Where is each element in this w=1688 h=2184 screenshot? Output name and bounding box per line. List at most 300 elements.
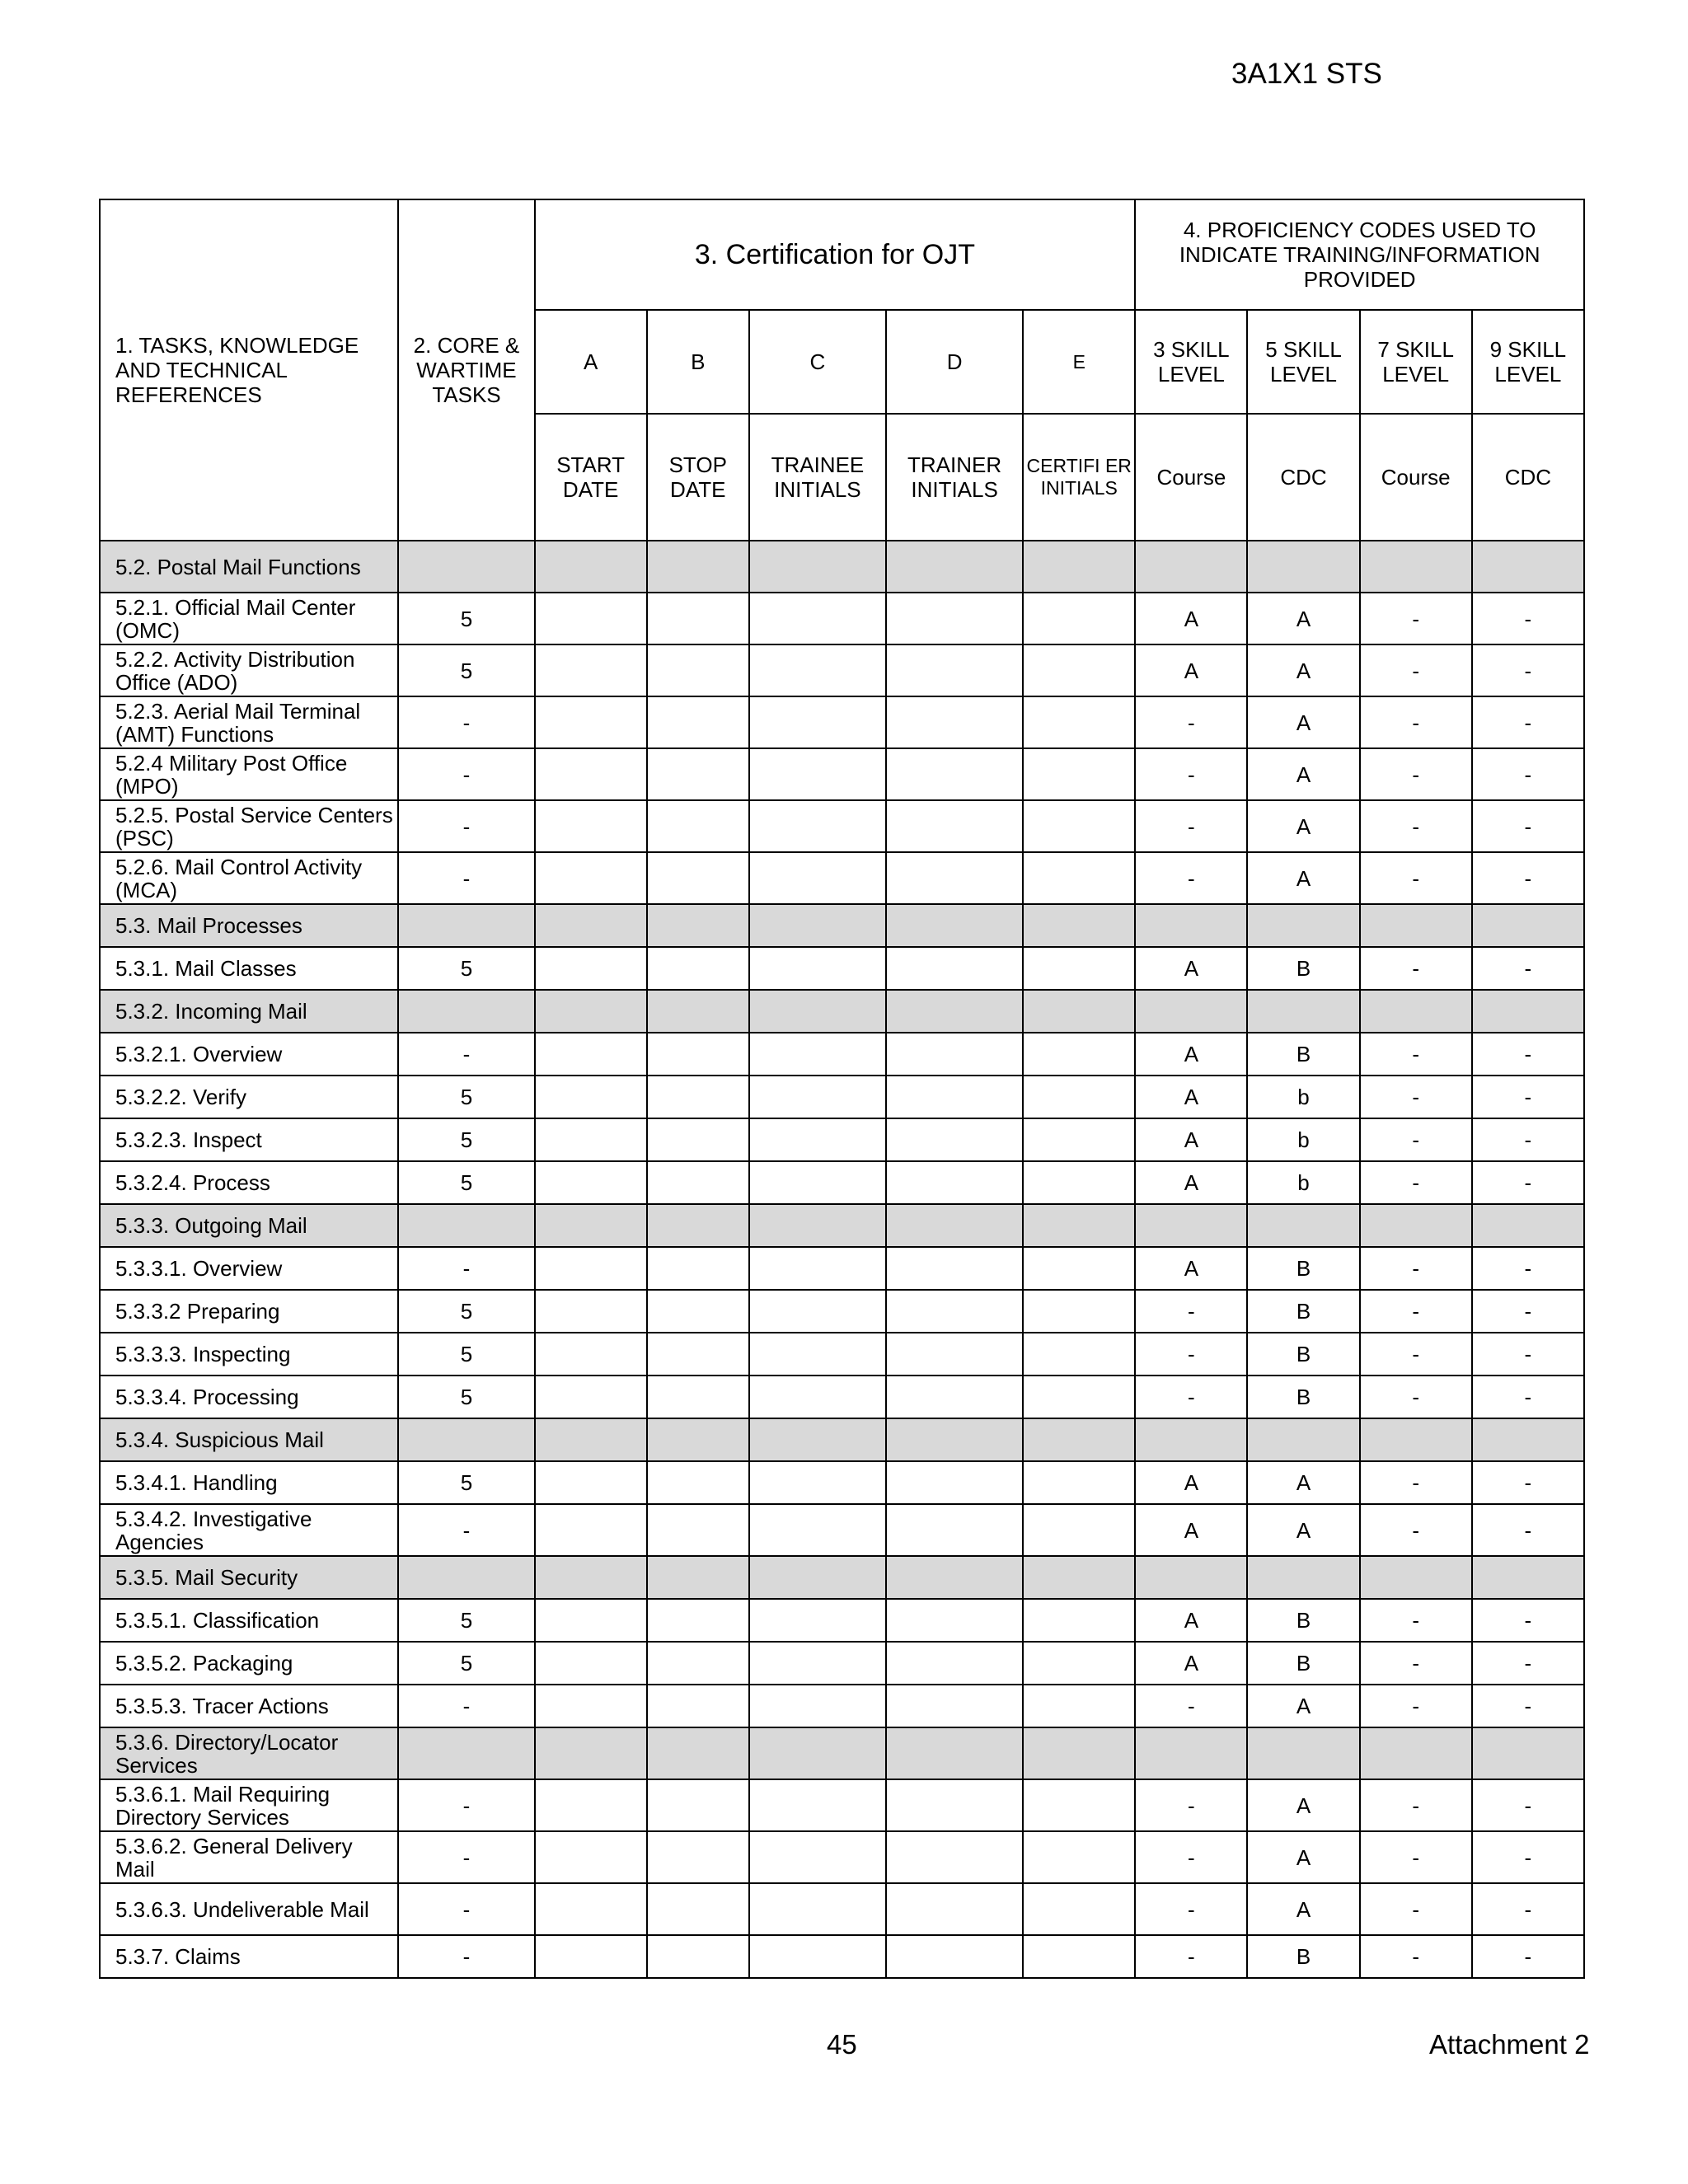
skill-5-cell: b — [1247, 1161, 1359, 1204]
skill-9-cell: - — [1472, 1779, 1584, 1831]
cert-certifier-cell — [1023, 1831, 1135, 1883]
skill-3-cell — [1135, 541, 1247, 593]
table-row — [100, 1935, 1584, 1978]
skill-5-cell: B — [1247, 947, 1359, 990]
cert-stop-cell — [647, 1727, 749, 1779]
section-row — [100, 541, 1584, 593]
skill-9-cell — [1472, 1727, 1584, 1779]
cert-certifier-cell — [1023, 1461, 1135, 1504]
cert-certifier-cell — [1023, 1033, 1135, 1076]
task: 5.3.5. Mail Security — [100, 1556, 398, 1599]
cert-certifier-cell — [1023, 1599, 1135, 1642]
task: 5.3.5.2. Packaging — [100, 1642, 398, 1685]
skill-9-cell: - — [1472, 1118, 1584, 1161]
cert-trainer-cell — [886, 1727, 1023, 1779]
cert-start-cell — [535, 593, 647, 644]
core-cell — [398, 541, 534, 593]
cert-start-cell — [535, 852, 647, 904]
core-cell: - — [398, 696, 534, 748]
skill-7-cell: - — [1360, 1247, 1472, 1290]
skill-level-5: 5 SKILL LEVEL — [1247, 310, 1359, 414]
cert-certifier-cell — [1023, 696, 1135, 748]
core-cell: - — [398, 800, 534, 852]
skill-9-cell: - — [1472, 644, 1584, 696]
cert-trainee-cell — [749, 1333, 886, 1376]
skill-9-cell: - — [1472, 1642, 1584, 1685]
skill-5-cell: B — [1247, 1290, 1359, 1333]
skill-3-cell — [1135, 990, 1247, 1033]
cert-stop-cell — [647, 1556, 749, 1599]
task: 5.3.2.4. Process — [100, 1161, 398, 1204]
cert-start-cell — [535, 1727, 647, 1779]
cert-stop-cell — [647, 990, 749, 1033]
cert-start-cell — [535, 1504, 647, 1556]
cert-certifier-cell — [1023, 1727, 1135, 1779]
cert-trainer-cell — [886, 748, 1023, 800]
skill-3-cell: A — [1135, 1033, 1247, 1076]
core-cell: - — [398, 852, 534, 904]
section-row — [100, 904, 1584, 947]
table-row — [100, 1076, 1584, 1118]
cert-stop-cell — [647, 1290, 749, 1333]
cert-trainer-cell — [886, 1642, 1023, 1685]
cert-certifier-cell — [1023, 1247, 1135, 1290]
skill-9-cell: - — [1472, 1333, 1584, 1376]
skill-5-cell — [1247, 1727, 1359, 1779]
table-row — [100, 1376, 1584, 1418]
skill-9-cell: - — [1472, 1599, 1584, 1642]
task: 5.3.6.2. General Delivery Mail — [100, 1831, 398, 1883]
core-cell — [398, 1418, 534, 1461]
task: 5.2.3. Aerial Mail Terminal (AMT) Functions — [100, 696, 398, 748]
section-row — [100, 1556, 1584, 1599]
cert-start-cell — [535, 1376, 647, 1418]
core-cell: 5 — [398, 1076, 534, 1118]
skill-7-cell: - — [1360, 1779, 1472, 1831]
core-cell: 5 — [398, 1333, 534, 1376]
skill-3-cell: A — [1135, 1599, 1247, 1642]
skill-5-cell: b — [1247, 1076, 1359, 1118]
skill-3-cell: - — [1135, 1376, 1247, 1418]
cert-trainer-cell — [886, 1118, 1023, 1161]
cert-stop-cell — [647, 1779, 749, 1831]
cert-stop-cell — [647, 1642, 749, 1685]
core-cell: - — [398, 1779, 534, 1831]
cert-certifier-cell — [1023, 1685, 1135, 1727]
skill-7-cell: - — [1360, 1033, 1472, 1076]
core-cell: 5 — [398, 1290, 534, 1333]
cert-trainee-cell — [749, 1642, 886, 1685]
cert-certifier-cell — [1023, 1883, 1135, 1935]
skill-9-cell: - — [1472, 593, 1584, 644]
skill-5-cell — [1247, 1418, 1359, 1461]
cert-trainee-cell — [749, 852, 886, 904]
cert-stop-cell — [647, 1333, 749, 1376]
skill-7-cell: - — [1360, 1642, 1472, 1685]
table-row — [100, 644, 1584, 696]
skill-3-cell: A — [1135, 1118, 1247, 1161]
cert-trainer-cell — [886, 852, 1023, 904]
skill-7-cell: - — [1360, 1118, 1472, 1161]
table-row — [100, 947, 1584, 990]
core-cell: 5 — [398, 1642, 534, 1685]
task: 5.3.6.1. Mail Requiring Directory Services — [100, 1779, 398, 1831]
core-cell: - — [398, 1033, 534, 1076]
cert-trainer-cell — [886, 1461, 1023, 1504]
skill-3-cell: - — [1135, 1883, 1247, 1935]
cert-start-cell — [535, 990, 647, 1033]
cert-start-cell — [535, 1161, 647, 1204]
cert-stop-cell — [647, 1376, 749, 1418]
skill-7-cell: - — [1360, 852, 1472, 904]
cert-stop-cell — [647, 1461, 749, 1504]
task: 5.3.4. Suspicious Mail — [100, 1418, 398, 1461]
skill-5-cell: A — [1247, 852, 1359, 904]
cert-trainer-cell — [886, 1935, 1023, 1978]
cert-certifier-cell — [1023, 1204, 1135, 1247]
cert-trainee-cell — [749, 1883, 886, 1935]
skill-9-cell: - — [1472, 852, 1584, 904]
cert-certifier-cell — [1023, 1333, 1135, 1376]
core-cell: 5 — [398, 593, 534, 644]
cert-start-cell — [535, 1685, 647, 1727]
cert-stop-cell — [647, 904, 749, 947]
cert-trainer-cell — [886, 1599, 1023, 1642]
skill-9-cell: - — [1472, 1290, 1584, 1333]
cert-stop-cell — [647, 852, 749, 904]
task: 5.3.3.3. Inspecting — [100, 1333, 398, 1376]
skill-level-9: 9 SKILL LEVEL — [1472, 310, 1584, 414]
cert-trainee-cell — [749, 1418, 886, 1461]
cert-stop-cell — [647, 1504, 749, 1556]
cert-trainer-cell — [886, 1418, 1023, 1461]
cert-trainer-cell — [886, 1685, 1023, 1727]
task: 5.3.3.2 Preparing — [100, 1290, 398, 1333]
skill-7-cell: - — [1360, 1504, 1472, 1556]
cert-trainer-cell — [886, 990, 1023, 1033]
cert-trainee-cell — [749, 1556, 886, 1599]
cert-trainee-cell — [749, 1118, 886, 1161]
skill-5-cell — [1247, 904, 1359, 947]
skill-9-cell: - — [1472, 696, 1584, 748]
task: 5.3.7. Claims — [100, 1935, 398, 1978]
skill-7-cell: - — [1360, 800, 1472, 852]
cert-start-cell — [535, 1461, 647, 1504]
cert-trainer-initials: TRAINER INITIALS — [886, 414, 1023, 541]
cert-stop-cell — [647, 1161, 749, 1204]
skill-3-cell — [1135, 1204, 1247, 1247]
skill-3-cell — [1135, 1418, 1247, 1461]
cert-start-cell — [535, 1076, 647, 1118]
skill-7-cell — [1360, 904, 1472, 947]
skill-7-cell: - — [1360, 1935, 1472, 1978]
cert-trainer-cell — [886, 644, 1023, 696]
cert-trainee-cell — [749, 1935, 886, 1978]
skill-9-cell — [1472, 904, 1584, 947]
task: 5.3.5.1. Classification — [100, 1599, 398, 1642]
skill-3-course: Course — [1135, 414, 1247, 541]
task: 5.2.5. Postal Service Centers (PSC) — [100, 800, 398, 852]
cert-trainer-cell — [886, 1161, 1023, 1204]
cert-trainee-cell — [749, 947, 886, 990]
cert-certifier-cell — [1023, 748, 1135, 800]
core-cell — [398, 1556, 534, 1599]
skill-3-cell: - — [1135, 1290, 1247, 1333]
skill-9-cell: - — [1472, 947, 1584, 990]
header-certification: 3. Certification for OJT — [535, 199, 1136, 310]
table-row — [100, 593, 1584, 644]
cert-start-cell — [535, 800, 647, 852]
cert-start-cell — [535, 1556, 647, 1599]
skill-5-cell: B — [1247, 1642, 1359, 1685]
core-cell — [398, 1727, 534, 1779]
cert-start-cell — [535, 1290, 647, 1333]
cert-certifier-cell — [1023, 1504, 1135, 1556]
skill-7-cell: - — [1360, 1076, 1472, 1118]
cert-letter-e: E — [1023, 310, 1135, 414]
task: 5.3.5.3. Tracer Actions — [100, 1685, 398, 1727]
cert-letter-c: C — [749, 310, 886, 414]
task: 5.3.4.2. Investigative Agencies — [100, 1504, 398, 1556]
skill-7-cell: - — [1360, 696, 1472, 748]
table-row — [100, 1461, 1584, 1504]
skill-9-cell — [1472, 1556, 1584, 1599]
cert-trainee-cell — [749, 1076, 886, 1118]
skill-5-cell: b — [1247, 1118, 1359, 1161]
cert-stop-cell — [647, 541, 749, 593]
table-row — [100, 1333, 1584, 1376]
core-cell: - — [398, 1685, 534, 1727]
cert-trainee-cell — [749, 696, 886, 748]
skill-3-cell — [1135, 1556, 1247, 1599]
skill-3-cell: A — [1135, 1461, 1247, 1504]
cert-start-cell — [535, 1935, 647, 1978]
cert-trainer-cell — [886, 1204, 1023, 1247]
skill-9-cell: - — [1472, 1161, 1584, 1204]
skill-3-cell: - — [1135, 696, 1247, 748]
cert-trainee-cell — [749, 1779, 886, 1831]
skill-7-course: Course — [1360, 414, 1472, 541]
cert-stop-cell — [647, 1076, 749, 1118]
cert-trainer-cell — [886, 800, 1023, 852]
cert-start-cell — [535, 1247, 647, 1290]
cert-trainee-initials: TRAINEE INITIALS — [749, 414, 886, 541]
cert-stop-cell — [647, 1685, 749, 1727]
skill-5-cell — [1247, 1556, 1359, 1599]
skill-7-cell: - — [1360, 593, 1472, 644]
core-cell — [398, 1204, 534, 1247]
skill-5-cell: B — [1247, 1376, 1359, 1418]
cert-trainer-cell — [886, 1033, 1023, 1076]
cert-trainee-cell — [749, 644, 886, 696]
skill-5-cell: A — [1247, 1779, 1359, 1831]
cert-start-date: START DATE — [535, 414, 647, 541]
task: 5.3. Mail Processes — [100, 904, 398, 947]
table-row — [100, 748, 1584, 800]
skill-3-cell: - — [1135, 852, 1247, 904]
cert-stop-cell — [647, 748, 749, 800]
core-cell: 5 — [398, 1118, 534, 1161]
skill-3-cell: A — [1135, 593, 1247, 644]
cert-start-cell — [535, 644, 647, 696]
cert-trainee-cell — [749, 1033, 886, 1076]
cert-trainer-cell — [886, 904, 1023, 947]
core-cell: - — [398, 1831, 534, 1883]
table-row — [100, 1831, 1584, 1883]
table-row — [100, 1779, 1584, 1831]
cert-stop-cell — [647, 947, 749, 990]
cert-start-cell — [535, 696, 647, 748]
cert-stop-cell — [647, 644, 749, 696]
skill-7-cell — [1360, 1204, 1472, 1247]
task: 5.3.2. Incoming Mail — [100, 990, 398, 1033]
skill-5-cell: A — [1247, 1685, 1359, 1727]
task: 5.2.1. Official Mail Center (OMC) — [100, 593, 398, 644]
cert-trainee-cell — [749, 990, 886, 1033]
skill-9-cell: - — [1472, 1461, 1584, 1504]
cert-start-cell — [535, 1599, 647, 1642]
cert-trainer-cell — [886, 1883, 1023, 1935]
cert-stop-cell — [647, 800, 749, 852]
core-cell: - — [398, 1935, 534, 1978]
skill-7-cell: - — [1360, 1376, 1472, 1418]
skill-7-cell: - — [1360, 748, 1472, 800]
cert-trainer-cell — [886, 1247, 1023, 1290]
skill-5-cell: A — [1247, 593, 1359, 644]
cert-stop-cell — [647, 1247, 749, 1290]
skill-5-cdc: CDC — [1247, 414, 1359, 541]
skill-level-3: 3 SKILL LEVEL — [1135, 310, 1247, 414]
cert-certifier-cell — [1023, 1118, 1135, 1161]
cert-certifier-cell — [1023, 852, 1135, 904]
cert-trainee-cell — [749, 748, 886, 800]
skill-5-cell: A — [1247, 644, 1359, 696]
skill-3-cell: A — [1135, 644, 1247, 696]
skill-3-cell: - — [1135, 1779, 1247, 1831]
skill-5-cell: A — [1247, 1883, 1359, 1935]
cert-trainer-cell — [886, 1376, 1023, 1418]
section-row — [100, 1204, 1584, 1247]
table-row — [100, 800, 1584, 852]
task: 5.3.3.4. Processing — [100, 1376, 398, 1418]
skill-3-cell: - — [1135, 748, 1247, 800]
skill-7-cell: - — [1360, 947, 1472, 990]
skill-7-cell — [1360, 1418, 1472, 1461]
core-cell: - — [398, 1247, 534, 1290]
skill-3-cell — [1135, 904, 1247, 947]
cert-stop-cell — [647, 1831, 749, 1883]
skill-9-cell — [1472, 990, 1584, 1033]
skill-level-7: 7 SKILL LEVEL — [1360, 310, 1472, 414]
cert-trainee-cell — [749, 593, 886, 644]
skill-5-cell: A — [1247, 748, 1359, 800]
cert-trainer-cell — [886, 1779, 1023, 1831]
section-row — [100, 1418, 1584, 1461]
cert-trainer-cell — [886, 1504, 1023, 1556]
cert-certifier-initials: CERTIFI ER INITIALS — [1023, 414, 1135, 541]
cert-start-cell — [535, 1883, 647, 1935]
skill-7-cell: - — [1360, 1883, 1472, 1935]
cert-certifier-cell — [1023, 1779, 1135, 1831]
task: 5.3.3. Outgoing Mail — [100, 1204, 398, 1247]
table-row — [100, 1883, 1584, 1935]
cert-trainee-cell — [749, 1599, 886, 1642]
skill-7-cell — [1360, 541, 1472, 593]
cert-start-cell — [535, 1118, 647, 1161]
attachment-label: Attachment 2 — [1429, 2029, 1590, 2060]
cert-start-cell — [535, 1333, 647, 1376]
cert-stop-cell — [647, 1418, 749, 1461]
skill-3-cell: A — [1135, 947, 1247, 990]
skill-3-cell: A — [1135, 1504, 1247, 1556]
task: 5.3.6. Directory/Locator Services — [100, 1727, 398, 1779]
skill-7-cell: - — [1360, 1831, 1472, 1883]
page-number: 45 — [827, 2029, 857, 2060]
skill-5-cell: A — [1247, 1504, 1359, 1556]
header-tasks: 1. TASKS, KNOWLEDGE AND TECHNICAL REFERENCES — [100, 199, 398, 541]
cert-certifier-cell — [1023, 904, 1135, 947]
task: 5.2.4 Military Post Office (MPO) — [100, 748, 398, 800]
cert-trainee-cell — [749, 541, 886, 593]
task: 5.3.2.3. Inspect — [100, 1118, 398, 1161]
skill-5-cell: B — [1247, 1033, 1359, 1076]
cert-trainee-cell — [749, 1727, 886, 1779]
skill-3-cell: - — [1135, 1935, 1247, 1978]
cert-certifier-cell — [1023, 593, 1135, 644]
skill-7-cell — [1360, 990, 1472, 1033]
skill-7-cell: - — [1360, 644, 1472, 696]
cert-trainee-cell — [749, 1461, 886, 1504]
table-row — [100, 1290, 1584, 1333]
skill-7-cell: - — [1360, 1461, 1472, 1504]
cert-start-cell — [535, 1204, 647, 1247]
core-cell: 5 — [398, 1161, 534, 1204]
cert-letter-a: A — [535, 310, 647, 414]
skill-5-cell: B — [1247, 1935, 1359, 1978]
cert-trainee-cell — [749, 1376, 886, 1418]
cert-trainer-cell — [886, 1290, 1023, 1333]
task: 5.3.2.1. Overview — [100, 1033, 398, 1076]
cert-letter-d: D — [886, 310, 1023, 414]
skill-5-cell: B — [1247, 1247, 1359, 1290]
skill-9-cell: - — [1472, 1831, 1584, 1883]
cert-stop-cell — [647, 1883, 749, 1935]
cert-stop-cell — [647, 1118, 749, 1161]
task: 5.2. Postal Mail Functions — [100, 541, 398, 593]
cert-stop-cell — [647, 1599, 749, 1642]
skill-7-cell: - — [1360, 1333, 1472, 1376]
cert-stop-cell — [647, 593, 749, 644]
skill-3-cell: A — [1135, 1642, 1247, 1685]
cert-trainer-cell — [886, 947, 1023, 990]
cert-certifier-cell — [1023, 541, 1135, 593]
cert-trainer-cell — [886, 1333, 1023, 1376]
cert-certifier-cell — [1023, 947, 1135, 990]
skill-3-cell: - — [1135, 1685, 1247, 1727]
cert-certifier-cell — [1023, 800, 1135, 852]
cert-certifier-cell — [1023, 1418, 1135, 1461]
cert-certifier-cell — [1023, 1161, 1135, 1204]
cert-certifier-cell — [1023, 1935, 1135, 1978]
cert-certifier-cell — [1023, 1076, 1135, 1118]
skill-5-cell — [1247, 1204, 1359, 1247]
skill-9-cell — [1472, 1204, 1584, 1247]
core-cell: - — [398, 1504, 534, 1556]
skill-9-cell: - — [1472, 1685, 1584, 1727]
skill-5-cell: A — [1247, 800, 1359, 852]
cert-trainee-cell — [749, 1831, 886, 1883]
core-cell — [398, 990, 534, 1033]
